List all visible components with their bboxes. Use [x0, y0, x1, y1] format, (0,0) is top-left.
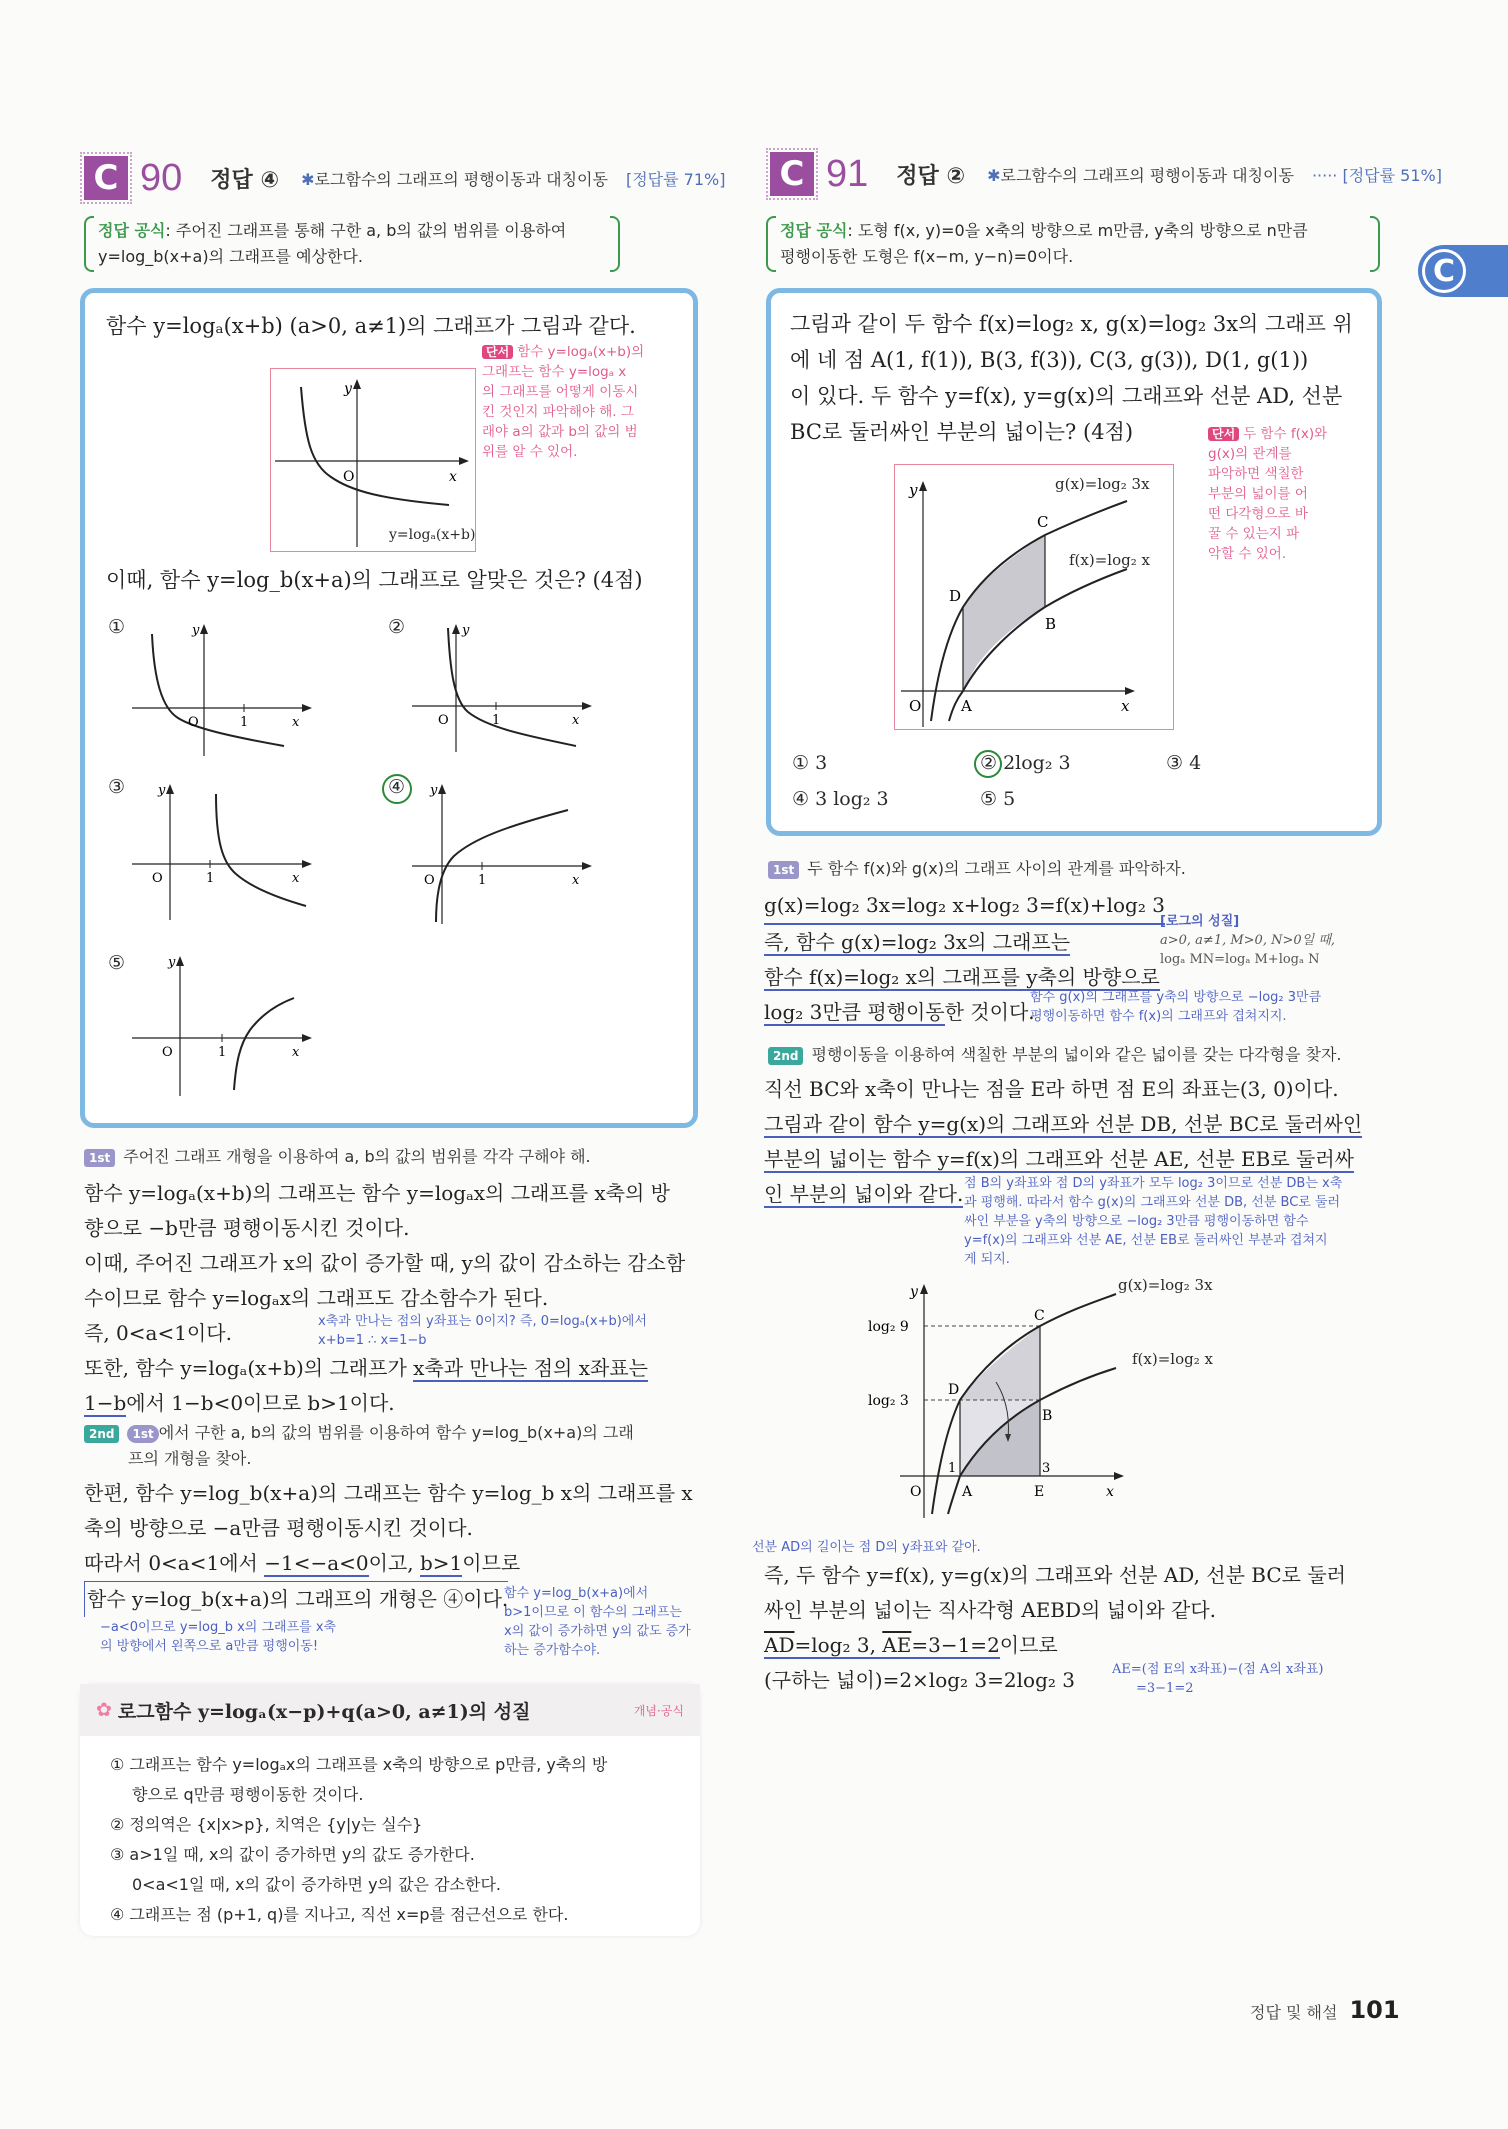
correct-rate: ····· [정답률 51%]	[1311, 165, 1442, 185]
svg-text:y: y	[909, 481, 918, 499]
svg-text:O: O	[438, 713, 449, 728]
choice-5[interactable]: ⑤ 5	[980, 788, 1016, 810]
svg-text:x: x	[292, 1045, 300, 1060]
concept-box	[80, 1684, 700, 1936]
choice-2-graph	[408, 620, 598, 760]
svg-text:x: x	[292, 715, 300, 730]
q91-graph	[894, 464, 1174, 730]
q90-given-graph	[270, 368, 476, 552]
section-c-icon: C	[1422, 249, 1466, 293]
svg-text:1: 1	[240, 715, 249, 730]
concept-list: ① 그래프는 함수 y=logₐx의 그래프를 x축의 방향으로 p만큼, y축의 방 향으로 q만큼 평행이동한 것이다. ② 정의역은 {x|x>p}, 치역은 {y|y는 실수} ③ a>1일 때, x의 값이 증가하면 y의 값도 증가한다. 0<a<1일 때, x의 값이 증가하면 y의 값은 감소한다. ④ 그래프는 점 (p+1, q)를 지나고, 직선 x=p를 점근선으로 한다.	[110, 1755, 608, 1924]
svg-text:1: 1	[948, 1461, 957, 1476]
answer-label: 정답 ④	[210, 167, 280, 193]
svg-text:C: C	[1034, 1308, 1045, 1324]
page-footer: 정답 및 해설 101	[1250, 1996, 1400, 2024]
q91-formula: 정답 공식: 도형 f(x, y)=0을 x축의 방향으로 m만큼, y축의 방향으로 n만큼 평행이동한 도형은 f(x−m, y−n)=0이다.	[766, 216, 1380, 272]
question-number: 91	[826, 152, 869, 195]
q90-header	[84, 156, 725, 200]
svg-text:x: x	[1121, 697, 1130, 715]
svg-text:D: D	[949, 587, 962, 605]
choice-1-graph	[128, 620, 318, 760]
q90-solution-part1: 함수 y=logₐ(x+b)의 그래프는 함수 y=logₐx의 그래프를 x축의 방 향으로 −b만큼 평행이동시킨 것이다. 이때, 주어진 그래프가 x의 값이 증가할 때, y의 값이 감소하는 감소함 수이므로 함수 y=logₐx의 그래프도 감소함수가 된다. 즉, 0<a<1이다. 또한, 함수 y=logₐ(x+b)의 그래프가 x축과 만나는 점의 x좌표는 1−b에서 1−b<0이므로 b>1이다.	[84, 1181, 686, 1415]
q91-solution-part2: 직선 BC와 x축이 만나는 점을 E라 하면 점 E의 좌표는(3, 0)이다. 그림과 같이 함수 y=g(x)의 그래프와 선분 DB, 선분 BC로 둘러싸인 부분의 넓이는 함수 y=f(x)의 그래프와 선분 AE, 선분 EB로 둘러싸 인 부분의 넓이와 같다.	[764, 1077, 1363, 1206]
q90-note-intercept: x축과 만나는 점의 y좌표는 0이지? 즉, 0=logₐ(x+b)에서 x+b=1 ∴ x=1−b	[318, 1314, 647, 1348]
q91-note-ad: 선분 AD의 길이는 점 D의 y좌표와 같아.	[752, 1540, 981, 1555]
svg-text:1: 1	[478, 873, 487, 888]
choice-1[interactable]: ①	[108, 616, 126, 638]
concept-kind: 개념·공식	[633, 1703, 684, 1718]
f-curve-label: f(x)=log₂ x	[1069, 551, 1150, 569]
q90-formula: 정답 공식: 주어진 그래프를 통해 구한 a, b의 값의 범위를 이용하여 y=log_b(x+a)의 그래프를 예상한다.	[84, 216, 620, 272]
topic: ✱로그함수의 그래프의 평행이동과 대칭이동	[987, 165, 1294, 185]
q91-solution-graph	[868, 1270, 1300, 1520]
section-tab	[1418, 245, 1508, 297]
choice-3-graph	[128, 780, 318, 930]
svg-text:y: y	[430, 783, 438, 798]
svg-text:1: 1	[206, 871, 215, 886]
level-badge: C	[84, 156, 128, 200]
answer-label: 정답 ②	[896, 163, 966, 189]
q91-step2: 2nd 평행이동을 이용하여 색칠한 부분의 넓이와 같은 넓이를 갖는 다각형을 찾자.	[768, 1042, 1341, 1068]
svg-text:C: C	[1037, 513, 1049, 531]
q91-note-ae: AE=(점 E의 x좌표)−(점 A의 x좌표) =3−1=2	[1112, 1662, 1324, 1696]
q90-hint: 단서 함수 y=logₐ(x+b)의 그래프는 함수 y=logₐ x 의 그래프를 어떻게 이동시 킨 것인지 파악해야 해. 그 래야 a의 값과 b의 값의 범 위를 알 수 있어.	[482, 344, 645, 460]
selected-answer-mark	[974, 750, 1002, 778]
choice-2[interactable]: ②	[388, 616, 406, 638]
svg-text:A: A	[962, 1484, 973, 1500]
svg-text:O: O	[424, 873, 435, 888]
choice-2[interactable]: ② 2log₂ 3	[980, 752, 1071, 774]
choice-1[interactable]: ① 3	[792, 752, 828, 774]
q90-step2: 2nd 1st 에서 구한 a, b의 값의 범위를 이용하여 함수 y=log_b(x+a)의 그래 프의 개형을 찾아.	[84, 1420, 704, 1472]
svg-text:x: x	[572, 713, 580, 728]
q91-note-shift: 함수 g(x)의 그래프를 y축의 방향으로 −log₂ 3만큼 평행이동하면 함수 f(x)의 그래프와 겹쳐지지.	[1030, 990, 1322, 1024]
q91-solution-part3: 즉, 두 함수 y=f(x), y=g(x)의 그래프와 선분 AD, 선분 BC로 둘러 싸인 부분의 넓이는 직사각형 AEBD의 넓이와 같다. $\overline{AD}=\log_2$ 3, $\overline{AE}=3-1=2$이므로 (구하는 넓이)=2×log₂ 3=2log₂ 3	[764, 1563, 1346, 1692]
choice-4-graph	[408, 780, 598, 930]
flower-icon: ✿	[96, 1699, 112, 1721]
q90-note-shift: −a<0이므로 y=log_b x의 그래프를 x축 의 방향에서 왼쪽으로 a만큼 평행이동!	[100, 1620, 337, 1654]
svg-text:E: E	[1034, 1484, 1045, 1500]
svg-text:O: O	[162, 1045, 173, 1060]
svg-text:O: O	[909, 697, 922, 715]
svg-text:1: 1	[218, 1045, 227, 1060]
svg-text:O: O	[910, 1484, 922, 1500]
svg-text:y: y	[344, 381, 352, 397]
svg-text:3: 3	[1042, 1461, 1051, 1476]
svg-text:x: x	[572, 873, 580, 888]
f-curve-label-2: f(x)=log₂ x	[1132, 1350, 1213, 1368]
svg-text:y: y	[158, 783, 166, 798]
q90-solution-part2: 한편, 함수 y=log_b(x+a)의 그래프는 함수 y=log_b x의 그래프를 x 축의 방향으로 −a만큼 평행이동시킨 것이다. 따라서 0<a<1에서 −1<−a<0이고, b>1이므로 함수 y=log_b(x+a)의 그래프의 개형은 ④이다.	[84, 1476, 693, 1617]
svg-text:y: y	[462, 623, 470, 638]
choice-4[interactable]: ④ 3 log₂ 3	[792, 788, 889, 810]
correct-rate: [정답률 71%]	[625, 169, 726, 189]
svg-text:1: 1	[492, 713, 501, 728]
svg-text:log₂ 9: log₂ 9	[868, 1319, 909, 1335]
choice-5-graph	[128, 952, 318, 1102]
q90-question-line2: 이때, 함수 y=log_b(x+a)의 그래프로 알맞은 것은? (4점)	[106, 568, 643, 592]
svg-text:x: x	[449, 469, 457, 485]
topic: ✱로그함수의 그래프의 평행이동과 대칭이동	[301, 169, 608, 189]
g-curve-label-2: g(x)=log₂ 3x	[1118, 1276, 1213, 1294]
q91-step1: 1st 두 함수 f(x)와 g(x)의 그래프 사이의 관계를 파악하자.	[768, 856, 1186, 882]
svg-text:x: x	[292, 871, 300, 886]
q91-note-log-property: [로그의 성질] a>0, a≠1, M>0, N>0일 때, logₐ MN=logₐ M+logₐ N	[1160, 914, 1336, 967]
q91-solution-part1: g(x)=log₂ 3x=log₂ x+log₂ 3=f(x)+log₂ 3 즉, 함수 g(x)=log₂ 3x의 그래프는 함수 f(x)=log₂ x의 그래프를 y축의 방향으로 log₂ 3만큼 평행이동한 것이다.	[764, 888, 1165, 1030]
q91-hint: 단서 두 함수 f(x)와 g(x)의 관계를 파악하면 색칠한 부분의 넓이를 어 떤 다각형으로 바 꿀 수 있는지 파 악할 수 있어.	[1208, 426, 1328, 562]
choice-3[interactable]: ③ 4	[1166, 752, 1202, 774]
choice-5[interactable]: ⑤	[108, 952, 126, 974]
curve-label: y=logₐ(x+b)	[389, 527, 476, 543]
svg-text:x: x	[1106, 1484, 1114, 1500]
q90-step1: 1st 주어진 그래프 개형을 이용하여 a, b의 값의 범위를 각각 구해야 해.	[84, 1144, 591, 1170]
q90-note-increasing: 함수 y=log_b(x+a)에서 b>1이므로 이 함수의 그래프는 x의 값이 증가하면 y의 값도 증가 하는 증가함수야.	[504, 1586, 691, 1658]
svg-text:y: y	[168, 955, 176, 970]
concept-title: 로그함수 y=logₐ(x−p)+q(a>0, a≠1)의 성질	[117, 1700, 531, 1723]
svg-text:B: B	[1042, 1408, 1053, 1424]
question-number: 90	[140, 156, 183, 199]
q90-question-line1: 함수 y=logₐ(x+b) (a>0, a≠1)의 그래프가 그림과 같다.	[106, 314, 636, 338]
level-badge: C	[770, 152, 814, 196]
q91-header	[770, 152, 1442, 196]
svg-text:D: D	[948, 1382, 960, 1398]
g-curve-label: g(x)=log₂ 3x	[1055, 475, 1150, 493]
choice-3[interactable]: ③	[108, 776, 126, 798]
q91-question: 그림과 같이 두 함수 f(x)=log₂ x, g(x)=log₂ 3x의 그래프 위 에 네 점 A(1, f(1)), B(3, f(3)), C(3, g(3)), D(1, g(1)) 이 있다. 두 함수 y=f(x), y=g(x)의 그래프와 선분 AD, 선분 BC로 둘러싸인 부분의 넓이는? (4점)	[790, 312, 1353, 444]
svg-text:y: y	[910, 1284, 918, 1300]
svg-text:log₂ 3: log₂ 3	[868, 1393, 909, 1409]
svg-text:B: B	[1045, 615, 1057, 633]
q91-note-db-parallel: 점 B의 y좌표와 점 D의 y좌표가 모두 log₂ 3이므로 선분 DB는 x축 과 평행해. 따라서 함수 g(x)의 그래프와 선분 DB, 선분 BC로 둘러 싸인 부분을 y축의 방향으로 −log₂ 3만큼 평행이동하면 함수 y=f(x)의 그래프와 선분 AE, 선분 EB로 둘러싸인 부분과 겹쳐지 게 되지.	[964, 1176, 1343, 1267]
svg-text:y: y	[192, 623, 200, 638]
origin-label: O	[343, 469, 355, 485]
page-number: 101	[1349, 1996, 1400, 2024]
svg-text:O: O	[152, 871, 163, 886]
svg-text:O: O	[188, 715, 199, 730]
choice-4[interactable]: ④	[388, 776, 406, 798]
svg-text:A: A	[961, 697, 972, 715]
